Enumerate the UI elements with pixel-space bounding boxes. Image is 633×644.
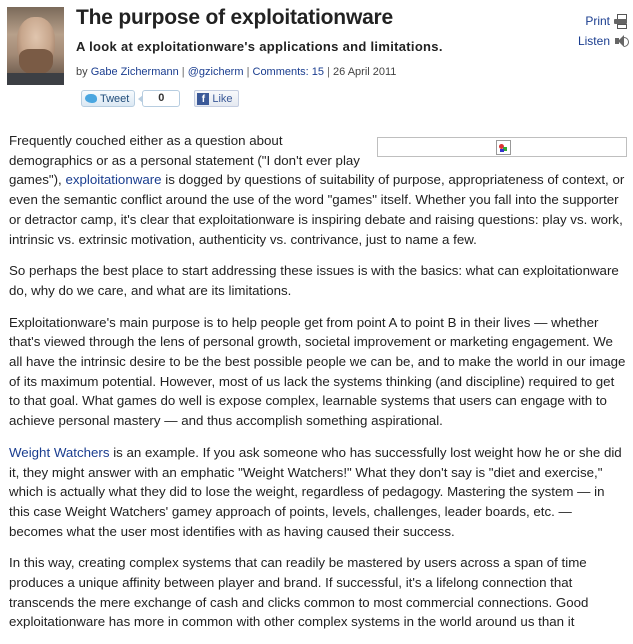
page-title: The purpose of exploitationware — [76, 6, 394, 29]
weight-watchers-link[interactable]: Weight Watchers — [9, 444, 110, 460]
article-body — [9, 131, 627, 644]
publish-date: 26 April 2011 — [333, 66, 397, 78]
byline-separator: | — [181, 66, 185, 78]
print-link[interactable]: Print — [585, 14, 610, 28]
printer-icon[interactable] — [614, 14, 628, 28]
listen-link[interactable]: Listen — [577, 34, 610, 48]
listen-row — [578, 31, 628, 51]
paragraph-1: Frequently couched either as a question about demographics or as a personal statement ("I don't ever play games"), exploitationware is dogged by questions of suitability of purpose, appropriateness of context, or even the semantic conflict around the use of the word "games" itself. Whether you fall into the supporter or detractor camp, it's clear that exploitationware is inspiring debate and raising questions: play vs. work, intrinsic vs. extrinsic motivation, authenticity vs. contrivance, just to name a few. — [9, 133, 625, 247]
comments-link[interactable]: Comments: 15 — [252, 66, 325, 78]
twitter-handle-link[interactable]: @gzicherm — [187, 66, 244, 78]
exploitationware-link[interactable]: exploitationware — [65, 172, 162, 188]
facebook-icon: f — [197, 93, 209, 105]
broken-image-icon — [496, 140, 511, 155]
print-row — [578, 11, 628, 31]
tweet-count: 0 — [142, 90, 180, 107]
avatar-shirt — [7, 73, 64, 85]
like-label: Like — [212, 92, 233, 105]
tweet-label: Tweet — [100, 92, 130, 105]
paragraph-5: In this way, creating complex systems that can readily be mastered by users across a span of time produces a unique affinity between player and brand. If successful, it's a lifelong connection that transcends the mere exchange of cash and clicks common to most commercial connections. Good exploitationware has more in common with other complex systems in the world around us than it — [9, 555, 589, 630]
author-link[interactable]: Gabe Zichermann — [90, 66, 179, 78]
speaker-icon[interactable] — [614, 34, 628, 48]
twitter-bird-icon — [85, 94, 97, 103]
paragraph-3: Exploitationware's main purpose is to help people get from point A to point B in their lives — whether that's viewed through the lens of personal growth, societal improvement or marketing engagement. We all have the intrinsic desire to be the best possible people we can be, and to make the world in our image of its maximum potential. However, most of us lack the systems thinking (and discipline) required to get to that goal. What games do well is expose complex, learnable systems that users can engage with to achieve personal mastery — and thus accomplish something aspirational. — [9, 314, 626, 429]
ad-placeholder[interactable] — [377, 137, 627, 157]
page-subtitle: A look at exploitationware's applications and limitations. — [76, 39, 443, 54]
paragraph-4: Weight Watchers is an example. If you ask someone who has successfully lost weight how he or she did it, they might answer with an emphatic "Weight Watchers!" What they don't say is "diet and exercise," which is actually what they did to lose the weight, regardless of pedagogy. Mastering the system — in this case Weight Watchers' gamey approach of points, levels, challenges, leader boards, etc. — becomes what the user most identifies with as having caused their success. — [9, 444, 622, 539]
author-avatar[interactable] — [7, 7, 64, 85]
byline-separator: | — [327, 66, 330, 78]
byline-prefix: by — [76, 66, 88, 78]
article-tools — [578, 11, 628, 51]
byline — [76, 66, 396, 78]
paragraph-2: So perhaps the best place to start addressing these issues is with the basics: what can exploitationware do, why do we care, and what are its limitations. — [9, 263, 619, 298]
article-header — [0, 0, 633, 122]
avatar-beard — [19, 49, 53, 75]
facebook-like-button[interactable] — [194, 90, 238, 107]
tweet-button[interactable] — [81, 90, 135, 107]
byline-separator: | — [246, 66, 250, 78]
social-buttons — [81, 90, 239, 107]
